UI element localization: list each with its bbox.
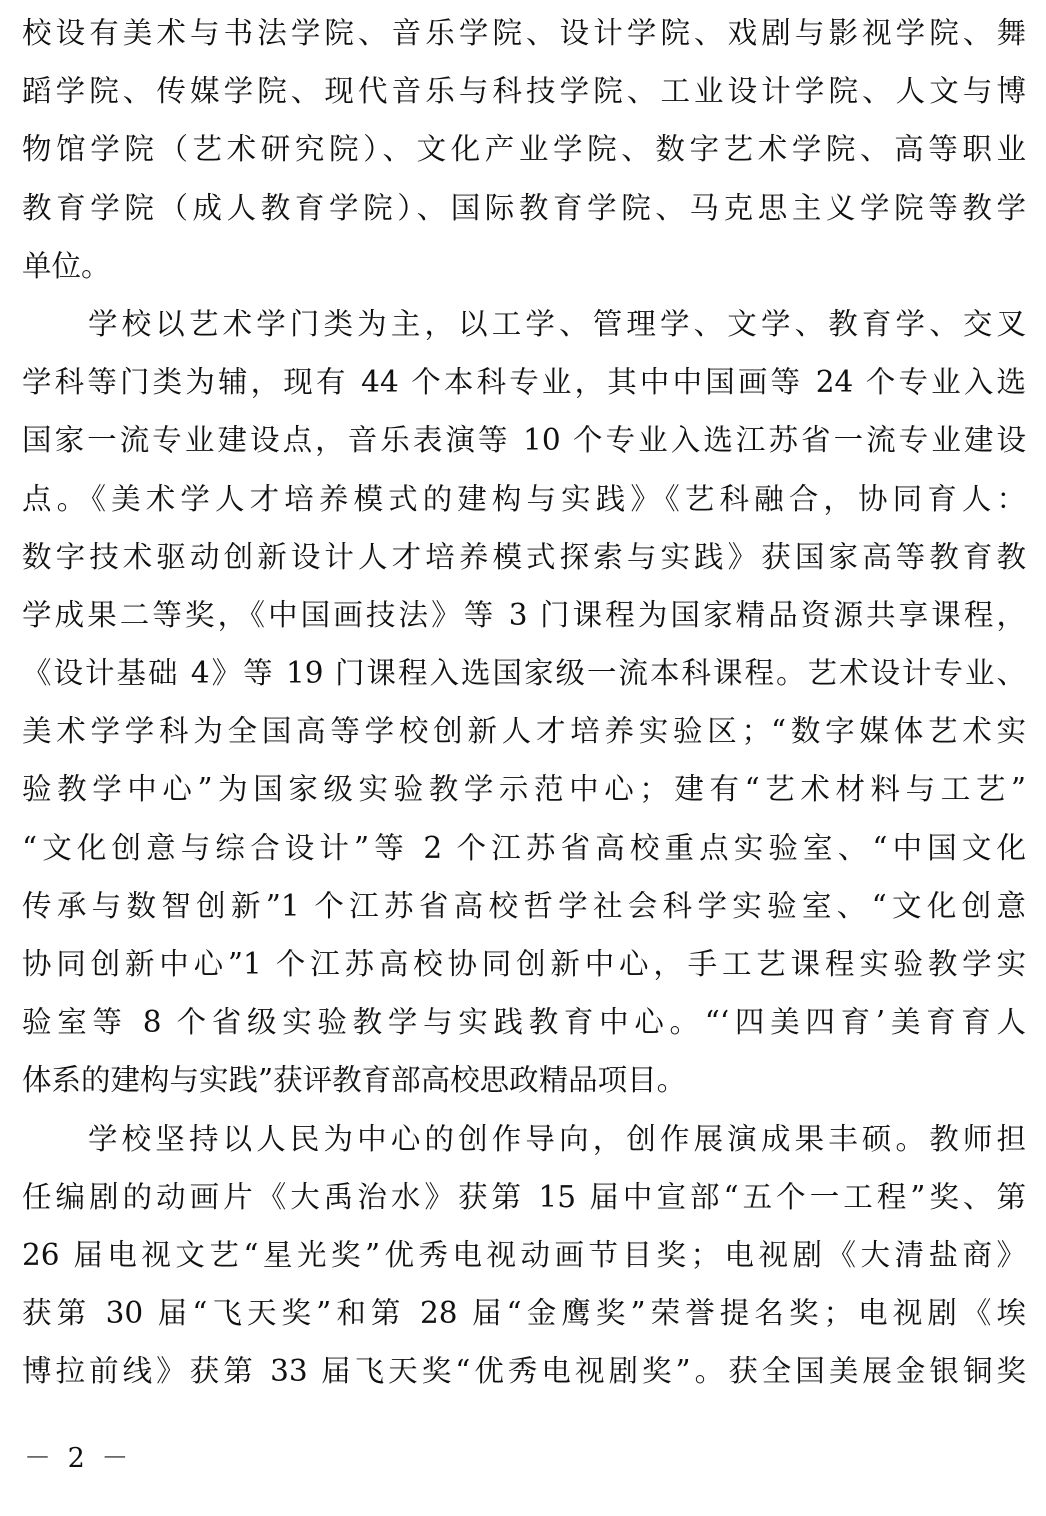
text-line: 体系的建构与实践”获评教育部高校思政精品项目。: [22, 1063, 687, 1098]
text-line: 点。《美术学人才培养模式的建构与实践》《艺科融合，协同育人：: [22, 481, 1026, 516]
text-line: 协同创新中心”1 个江苏高校协同创新中心，手工艺课程实验教学实: [22, 947, 1026, 981]
text-line: 数字技术驱动创新设计人才培养模式探索与实践》获国家高等教育教: [22, 539, 1026, 574]
page-number: － 2 －: [24, 1443, 133, 1474]
text-line: 验室等 8 个省级实验教学与实践教育中心。“‘四美四育’美育育人: [22, 1005, 1026, 1040]
text-line: 单位。: [22, 248, 111, 283]
text-line: 学校以艺术学门类为主，以工学、管理学、文学、教育学、交叉: [88, 306, 1026, 341]
text-line: 传承与数智创新”1 个江苏省高校哲学社会科学实验室、“文化创意: [22, 888, 1026, 923]
text-line: 博拉前线》获第 33 届飞天奖“优秀电视剧奖”。获全国美展金银铜奖: [22, 1354, 1026, 1389]
text-line: 验教学中心”为国家级实验教学示范中心；建有“艺术材料与工艺”: [22, 772, 1026, 807]
text-line: 学科等门类为辅，现有 44 个本科专业，其中中国画等 24 个专业入选: [22, 365, 1026, 400]
text-line: 《设计基础 4》等 19 门课程入选国家级一流本科课程。艺术设计专业、: [22, 656, 1026, 691]
text-line: 校设有美术与书法学院、音乐学院、设计学院、戏剧与影视学院、舞: [22, 16, 1026, 50]
text-line: 国家一流专业建设点，音乐表演等 10 个专业入选江苏省一流专业建设: [22, 423, 1026, 458]
text-line: 教育学院（成人教育学院）、国际教育学院、马克思主义学院等教学: [22, 190, 1026, 225]
text-line: 蹈学院、传媒学院、现代音乐与科技学院、工业设计学院、人文与博: [22, 74, 1026, 109]
document-body: [22, 10, 1026, 1407]
text-line: 美术学学科为全国高等学校创新人才培养实验区；“数字媒体艺术实: [22, 714, 1026, 749]
text-line: 学校坚持以人民为中心的创作导向，创作展演成果丰硕。教师担: [88, 1121, 1026, 1156]
text-line: 学成果二等奖，《中国画技法》等 3 门课程为国家精品资源共享课程，: [22, 597, 1026, 632]
text-line: 26 届电视文艺“星光奖”优秀电视动画节目奖；电视剧《大清盐商》: [22, 1237, 1026, 1272]
text-line: 获第 30 届“飞天奖”和第 28 届“金鹰奖”荣誉提名奖；电视剧《埃: [22, 1296, 1026, 1331]
text-line: “文化创意与综合设计”等 2 个江苏省高校重点实验室、“中国文化: [22, 830, 1026, 865]
text-line: 物馆学院（艺术研究院）、文化产业学院、数字艺术学院、高等职业: [22, 132, 1026, 167]
text-line: 任编剧的动画片《大禹治水》获第 15 届中宣部“五个一工程”奖、第: [22, 1179, 1026, 1214]
